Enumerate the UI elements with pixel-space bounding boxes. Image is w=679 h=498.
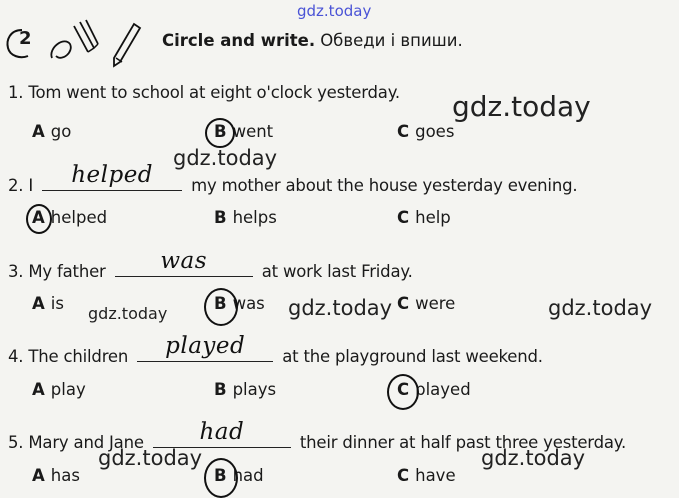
watermark: gdz.today (88, 304, 168, 323)
title-english: Circle and write. (162, 31, 316, 50)
option-text: help (415, 208, 451, 227)
option-text: has (50, 466, 80, 485)
question-number: 1. (8, 83, 24, 102)
q5-option-a[interactable] (32, 466, 80, 485)
option-letter: B (214, 122, 227, 141)
option-letter: B (214, 208, 227, 227)
watermark-top: gdz.today (297, 2, 372, 20)
handwritten-answer: was (160, 248, 208, 274)
q5-option-c[interactable] (397, 466, 456, 485)
option-text: had (232, 466, 264, 485)
question-number: 2. (8, 176, 24, 195)
option-letter: C (397, 466, 410, 485)
option-letter: C (397, 294, 410, 313)
option-text: were (415, 294, 456, 313)
option-text: played (415, 380, 471, 399)
q3-option-c[interactable] (397, 294, 455, 313)
answer-circle-q3 (204, 288, 238, 326)
option-letter: B (214, 294, 227, 313)
question-number: 5. (8, 433, 24, 452)
q1-option-a[interactable] (32, 122, 71, 141)
question-post: at the playground last weekend. (282, 347, 543, 366)
option-letter: A (32, 466, 45, 485)
watermark: gdz.today (173, 146, 278, 170)
option-letter: C (397, 208, 410, 227)
question-number: 4. (8, 347, 24, 366)
option-letter: A (32, 122, 45, 141)
option-text: have (415, 466, 456, 485)
option-letter: C (397, 122, 410, 141)
q2-option-b[interactable] (214, 208, 277, 227)
pencil-icon (44, 18, 154, 70)
answer-blank[interactable] (115, 248, 253, 277)
question-number: 3. (8, 262, 24, 281)
question-1 (8, 83, 400, 102)
question-pre: I (28, 176, 34, 195)
watermark: gdz.today (481, 446, 586, 470)
q4-option-b[interactable] (214, 380, 276, 399)
answer-circle-q4 (387, 374, 419, 410)
option-letter: A (32, 294, 45, 313)
answer-circle-q1 (205, 118, 235, 148)
option-text: go (50, 122, 72, 141)
title-ukrainian: Обведи і впиши. (320, 31, 463, 50)
answer-blank[interactable] (137, 333, 273, 362)
option-letter: A (32, 380, 45, 399)
option-text: went (232, 122, 274, 141)
option-letter: C (397, 380, 410, 399)
answer-blank[interactable] (42, 162, 182, 191)
exercise-title (162, 31, 463, 50)
question-3 (8, 248, 413, 281)
question-post: my mother about the house yesterday evening. (191, 176, 578, 195)
option-letter: B (214, 466, 227, 485)
watermark: gdz.today (548, 296, 653, 320)
option-letter: B (214, 380, 227, 399)
answer-circle-q5 (204, 458, 238, 498)
question-post: their dinner at half past three yesterday. (299, 433, 627, 452)
handwritten-answer: played (165, 333, 246, 359)
answer-circle-q2 (26, 204, 52, 234)
option-text: was (232, 294, 265, 313)
option-text: goes (415, 122, 455, 141)
q2-option-c[interactable] (397, 208, 451, 227)
watermark: gdz.today (288, 296, 393, 320)
question-pre: My father (28, 262, 106, 281)
answer-blank[interactable] (153, 419, 291, 448)
option-text: helps (232, 208, 277, 227)
watermark: gdz.today (452, 90, 591, 123)
option-text: play (50, 380, 86, 399)
q1-option-c[interactable] (397, 122, 454, 141)
option-text: helped (50, 208, 108, 227)
handwritten-answer: had (199, 419, 245, 445)
exercise-number: 2 (19, 28, 32, 49)
q4-option-a[interactable] (32, 380, 86, 399)
watermark: gdz.today (98, 446, 203, 470)
question-4 (8, 333, 543, 366)
option-text: plays (232, 380, 277, 399)
exercise-number-badge (4, 26, 44, 62)
handwritten-answer: helped (71, 162, 154, 188)
question-pre: Mary and Jane (28, 433, 144, 452)
q3-option-a[interactable] (32, 294, 64, 313)
option-letter: A (32, 208, 45, 227)
question-post: at work last Friday. (261, 262, 413, 281)
question-2 (8, 162, 578, 195)
question-pre: The children (28, 347, 129, 366)
option-text: is (50, 294, 64, 313)
question-text: Tom went to school at eight o'clock yesterday. (28, 83, 400, 102)
